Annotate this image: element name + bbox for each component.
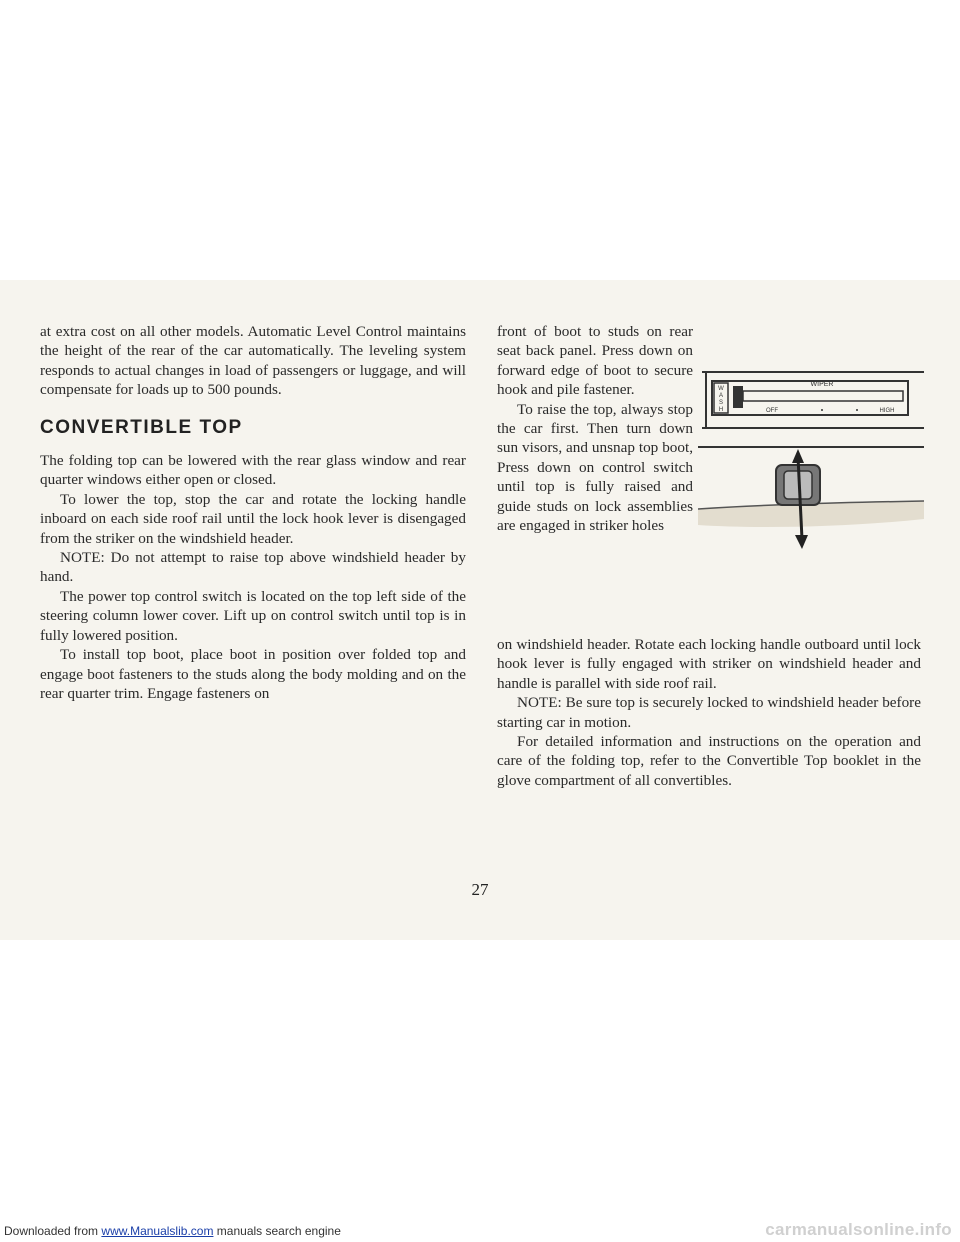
wiper-switch-illustration xyxy=(702,369,924,433)
wiper-slider-track xyxy=(743,391,903,401)
page-number: 27 xyxy=(471,880,489,899)
top-control-switch-illustration xyxy=(698,443,924,551)
arrow-down-icon xyxy=(795,535,808,549)
intro-paragraph: at extra cost on all other models. Automatic Level Control maintains the height of the rear of the car automatically. The leveling system responds to actual changes in load of passengers or luggage, and will compensate for loads up to 500 pounds. xyxy=(40,323,466,399)
left-column xyxy=(40,322,466,703)
wash-letter: H xyxy=(718,407,724,413)
paragraph-boot-studs: front of boot to studs on rear seat back panel. Press down on forward edge of boot to secure hook and pile fastener. xyxy=(497,323,693,399)
paragraph-note-locked: NOTE: Be sure top is securely locked to windshield header before starting car in motion. xyxy=(497,694,921,731)
wash-letter: W xyxy=(718,386,724,392)
paragraph-raise-top: To raise the top, always stop the car first. Then turn down sun visors, and unsnap top boot, Press down on control switch until top is fully raised and guide studs on lock assemblies are engaged in striker holes xyxy=(497,400,693,535)
download-prefix: Downloaded from xyxy=(4,1224,99,1238)
right-column-top xyxy=(497,322,693,535)
speed-dot xyxy=(821,409,823,411)
download-suffix: manuals search engine xyxy=(216,1224,341,1238)
paragraph-folding-top: The folding top can be lowered with the rear glass window and rear quarter windows either open or closed. xyxy=(40,452,466,489)
paragraph-control-switch: The power top control switch is located on the top left side of the steering column lower cover. Lift up on control switch until top is in fully lowered position. xyxy=(40,587,466,644)
speed-dot xyxy=(856,409,858,411)
wiper-label: WIPER xyxy=(810,381,834,388)
watermark-text: carmanualsonline.info xyxy=(765,1220,952,1239)
off-label: OFF xyxy=(766,408,778,414)
manual-page xyxy=(0,280,960,940)
paragraph-install-boot: To install top boot, place boot in position over folded top and engage boot fasteners to the studs along the body molding and on the rear quarter trim. Engage fasteners on xyxy=(40,646,466,702)
paragraph-note-raise: NOTE: Do not attempt to raise top above windshield header by hand. xyxy=(40,549,466,586)
high-label: HIGH xyxy=(879,408,895,414)
paragraph-windshield-header: on windshield header. Rotate each locking handle outboard until lock hook lever is fully engaged with striker on windshield header and handle is parallel with side roof rail. xyxy=(497,636,921,692)
manualslib-link[interactable]: www.Manualslib.com xyxy=(101,1224,214,1238)
right-column-bottom xyxy=(497,635,921,790)
paragraph-booklet: For detailed information and instructions on the operation and care of the folding top, refer to the Convertible Top booklet in the glove compartment of all convertibles. xyxy=(497,733,921,789)
wash-letter: A xyxy=(718,393,724,399)
arrow-up-icon xyxy=(792,449,804,463)
download-notice xyxy=(4,1224,341,1238)
wiper-slider-knob xyxy=(733,386,743,408)
wash-letter: S xyxy=(718,400,724,406)
footer-bar xyxy=(0,1220,960,1242)
paragraph-lower-top: To lower the top, stop the car and rotate the locking handle inboard on each side roof rail until the lock hook lever is disengaged from the striker on the windshield header. xyxy=(40,490,466,547)
section-heading: CONVERTIBLE TOP xyxy=(40,416,243,438)
